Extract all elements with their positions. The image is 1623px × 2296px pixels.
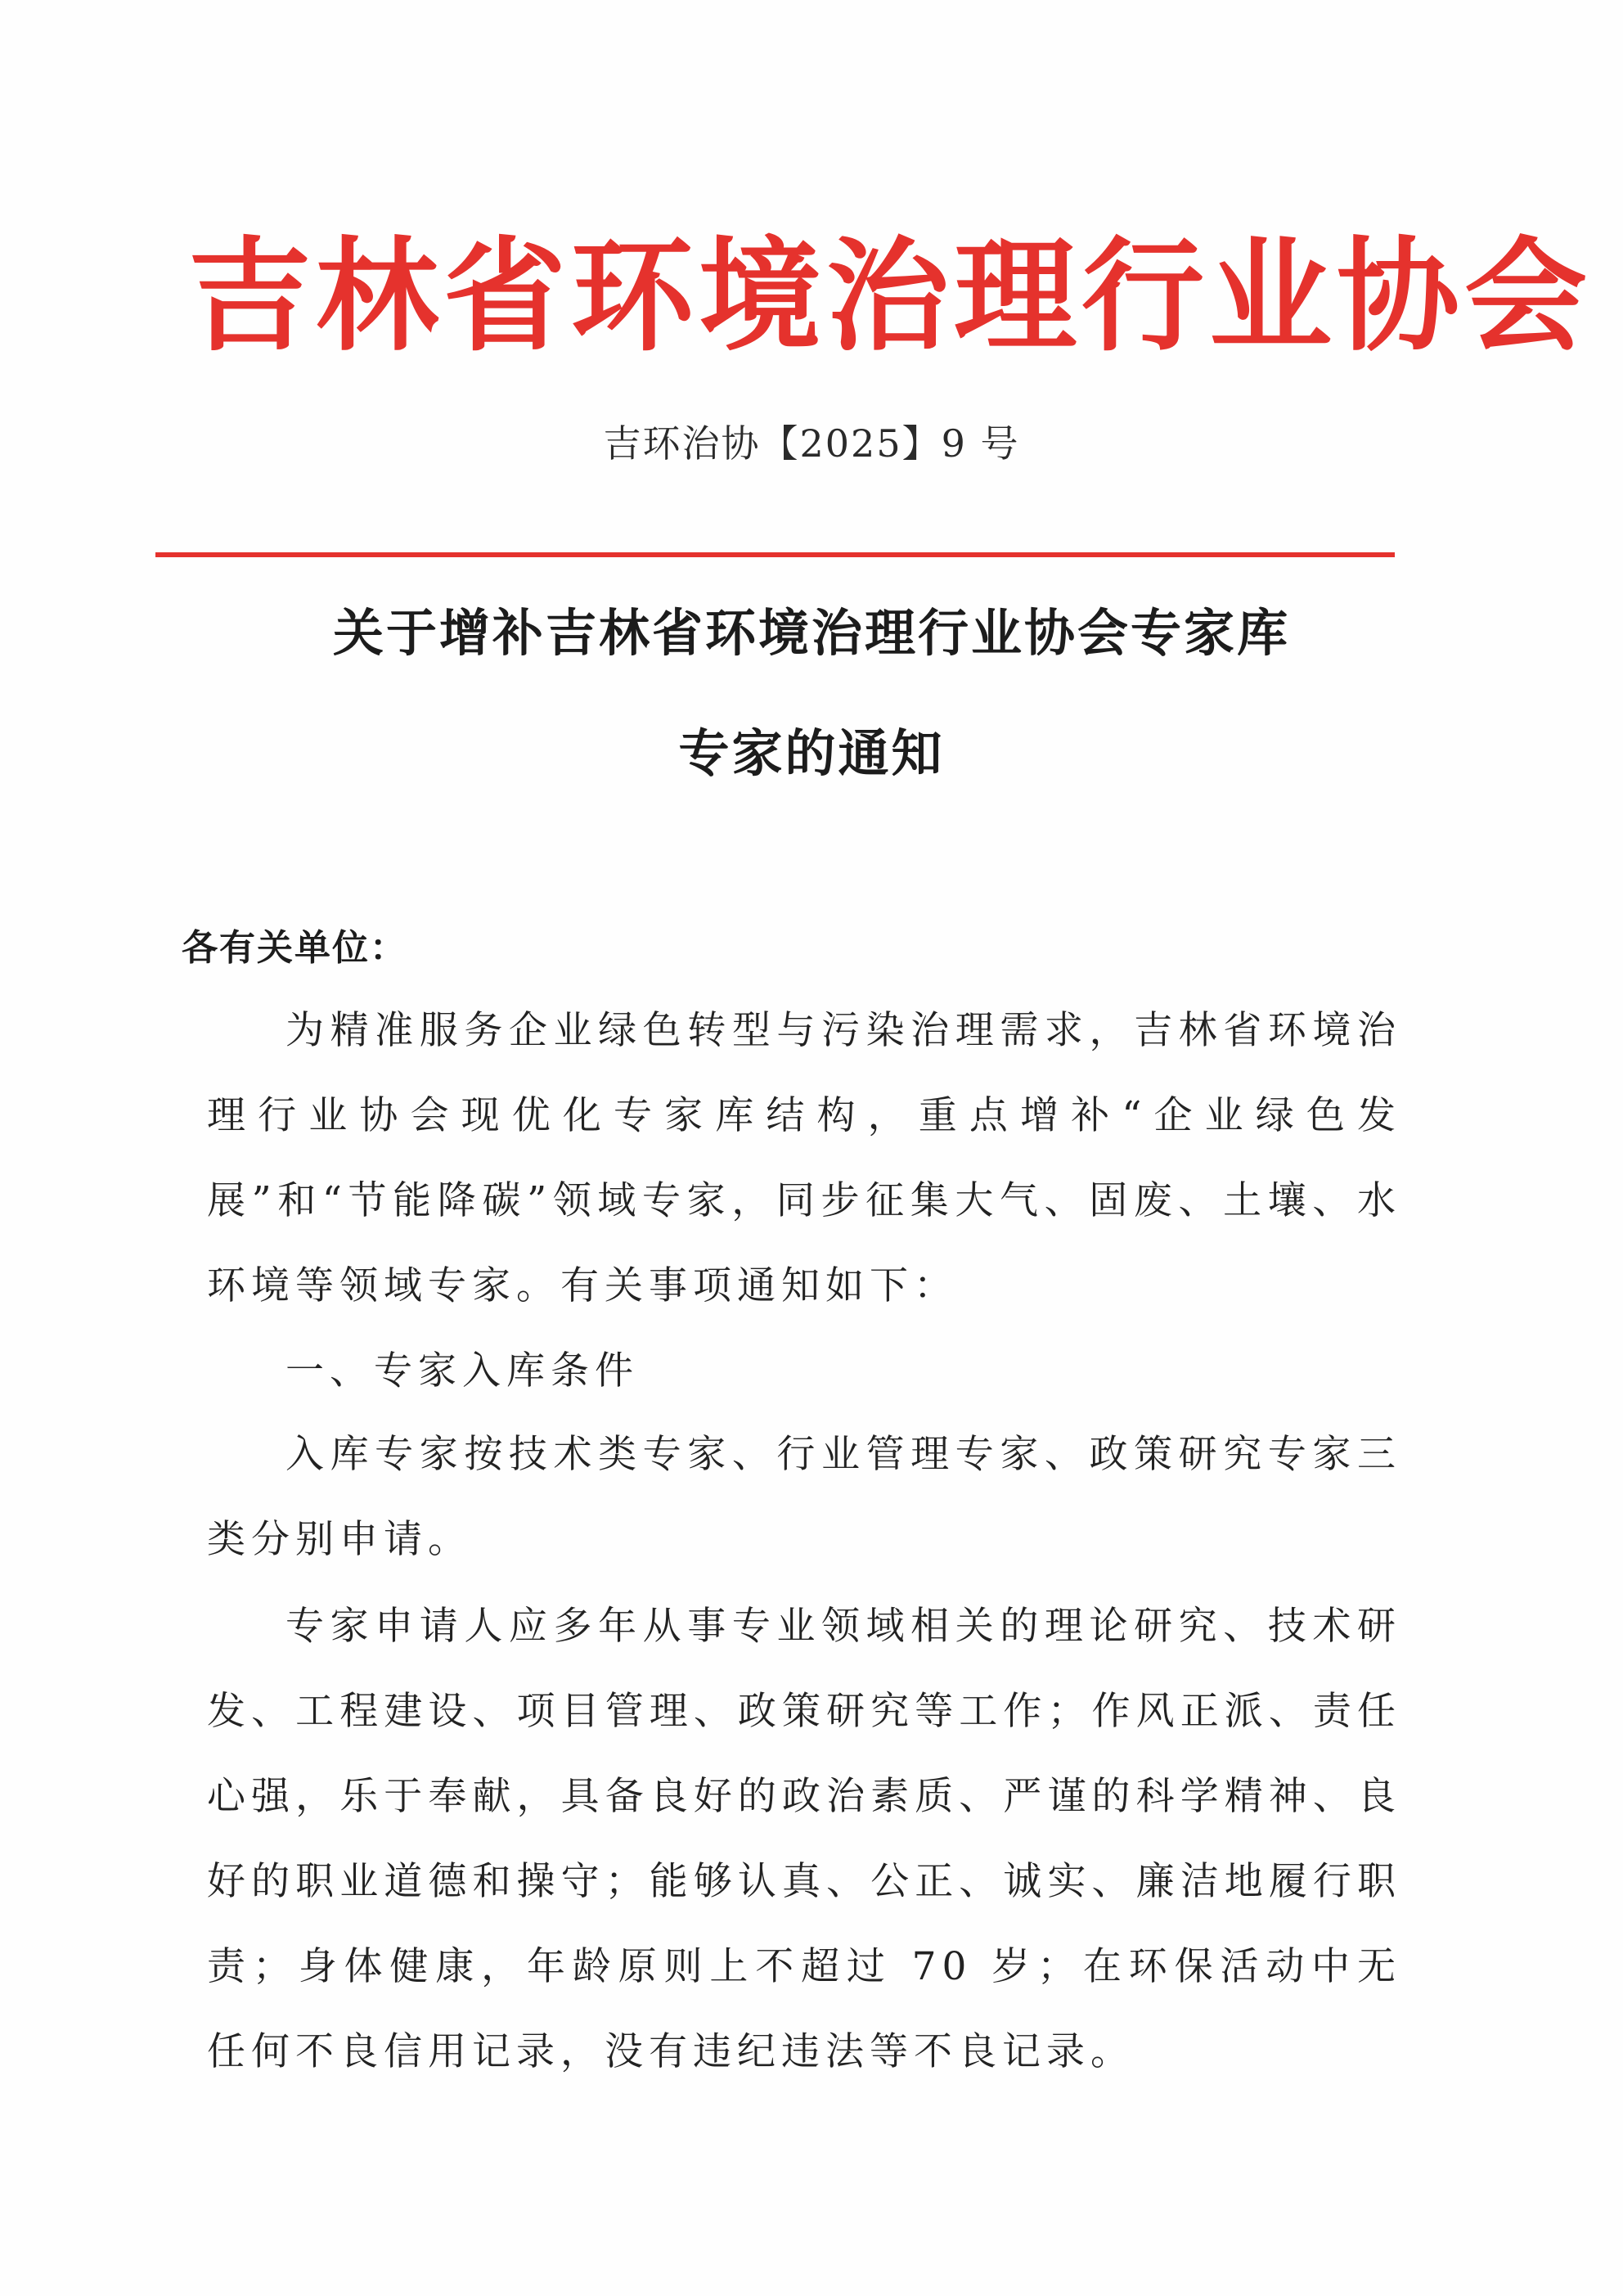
- letterhead-red-divider: [155, 552, 1395, 557]
- letterhead-organization-name: 吉林省环境治理行业协会: [188, 226, 1593, 368]
- document-number: 吉环治协【2025】9 号: [603, 421, 1020, 466]
- section-heading-admission-conditions: 一、专家入库条件: [285, 1348, 639, 1393]
- notice-title-line-2: 专家的通知: [678, 723, 945, 783]
- body-paragraph-intro: 为精准服务企业绿色转型与污染治理需求，吉林省环境治理行业协会现优化专家库结构，重点增补“企业绿色发展”和“节能降碳”领域专家，同步征集大气、固废、土壤、水环境等领域专家。有关事项通知如下：: [207, 1008, 1401, 1308]
- body-paragraph-categories: 入库专家按技术类专家、行业管理专家、政策研究专家三类分别申请。: [207, 1432, 1401, 1562]
- salutation: 各有关单位：: [182, 927, 407, 969]
- notice-title-line-1: 关于增补吉林省环境治理行业协会专家库: [332, 603, 1290, 663]
- body-paragraph-requirements: 专家申请人应多年从事专业领域相关的理论研究、技术研发、工程建设、项目管理、政策研究等工作；作风正派、责任心强，乐于奉献，具备良好的政治素质、严谨的科学精神、良好的职业道德和操守；能够认真、公正、诚实、廉洁地履行职责；身体健康，年龄原则上不超过 70 岁；在环保活动中无任何不良信用记录，没有违纪违法等不良记录。: [207, 1604, 1401, 2074]
